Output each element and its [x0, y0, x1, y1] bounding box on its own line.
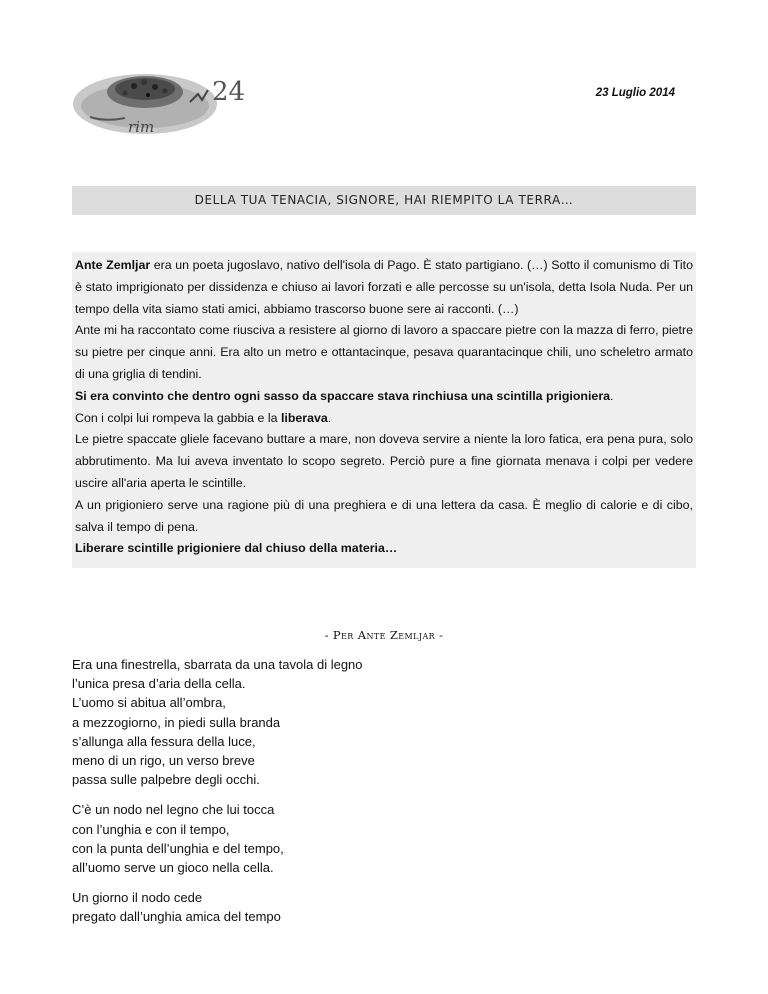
story-text: era un poeta jugoslavo, nativo dell'isola di Pago. È stato partigiano. (…) Sotto il comunismo di Tito è stato imprigionato per dissidenza e chiuso ai lavori forzati e alle percosse su un'isola, detta Isola Nuda. Per un tempo della vita siamo stati amici, abbiamo trascorso buone sere ai racconti. (…) — [75, 258, 693, 316]
story-paragraph — [75, 538, 693, 560]
document-title: DELLA TUA TENACIA, SIGNORE, HAI RIEMPITO LA TERRA… — [72, 186, 696, 215]
story-paragraph: A un prigioniero serve una ragione più di una preghiera e di una lettera da casa. È meglio di calorie e di cibo, salva il tempo di pena. — [75, 497, 693, 534]
poem-stanza — [72, 800, 472, 877]
poem-line: meno di un rigo, un verso breve — [72, 753, 255, 769]
svg-text:24: 24 — [212, 77, 246, 107]
poem-title — [72, 628, 696, 642]
author-name: Ante Zemljar — [75, 258, 151, 272]
poem-line: L’uomo si abitua all’ombra, — [72, 695, 226, 711]
story-paragraph — [75, 386, 693, 408]
poem-line: con la punta dell’unghia e del tempo, — [72, 840, 284, 856]
story-bold-text: Si era convinto che dentro ogni sasso da spaccare stava rinchiusa una scintilla prigioniera — [75, 388, 611, 403]
poem-line: l’unica presa d’aria della cella. — [72, 676, 246, 692]
poem-title-text: - Per Ante Zemljar - — [324, 628, 444, 642]
story-box — [72, 252, 696, 568]
story-paragraph: Ante mi ha raccontato come riusciva a resistere al giorno di lavoro a spaccare pietre con la mazza di ferro, pietre su pietre per cinque anni. Era alto un metro e ottantacinque, pesava quarantacinque chili, uno scheletro armato di una griglia di tendini. — [75, 323, 693, 381]
logo-image — [70, 62, 246, 142]
poem-line: a mezzogiorno, in piedi sulla branda — [72, 714, 281, 730]
story-paragraph — [75, 255, 693, 320]
logo-text: rim — [128, 118, 155, 136]
story-bold-text: Liberare scintille prigioniere dal chiuso della materia… — [75, 541, 398, 556]
poem-line: Un giorno il nodo cede — [72, 890, 203, 906]
story-bold-text: liberava — [280, 410, 328, 425]
poem-line: C’è un nodo nel legno che lui tocca — [72, 802, 275, 818]
logo — [70, 62, 246, 142]
poem-line: all’uomo serve un gioco nella cella. — [72, 860, 274, 876]
poem-line: con l’unghia e con il tempo, — [72, 821, 230, 837]
story-paragraph: Le pietre spaccate gliele facevano buttare a mare, non doveva servire a niente la loro fatica, era pena pura, solo abbrutimento. Ma lui aveva inventato lo scopo segreto. Perciò pure a fine giornata menava i colpi per vedere uscire all'aria aperta le scintille. — [75, 432, 693, 490]
story-text: Con i colpi lui rompeva la gabbia e la — [75, 410, 281, 425]
document-date: 23 Luglio 2014 — [595, 87, 675, 99]
poem-line: Era una finestrella, sbarrata da una tavola di legno — [72, 657, 363, 672]
poem-line: passa sulle palpebre degli occhi. — [72, 772, 260, 788]
story-text: . — [610, 388, 614, 403]
story-text: . — [327, 410, 332, 425]
poem-line: pregato dall’unghia amica del tempo — [72, 909, 281, 925]
poem-line: s’allunga alla fessura della luce, — [72, 733, 256, 749]
story-paragraph — [75, 408, 693, 430]
poem — [72, 655, 472, 938]
poem-stanza — [72, 655, 472, 789]
poem-stanza — [72, 888, 472, 926]
